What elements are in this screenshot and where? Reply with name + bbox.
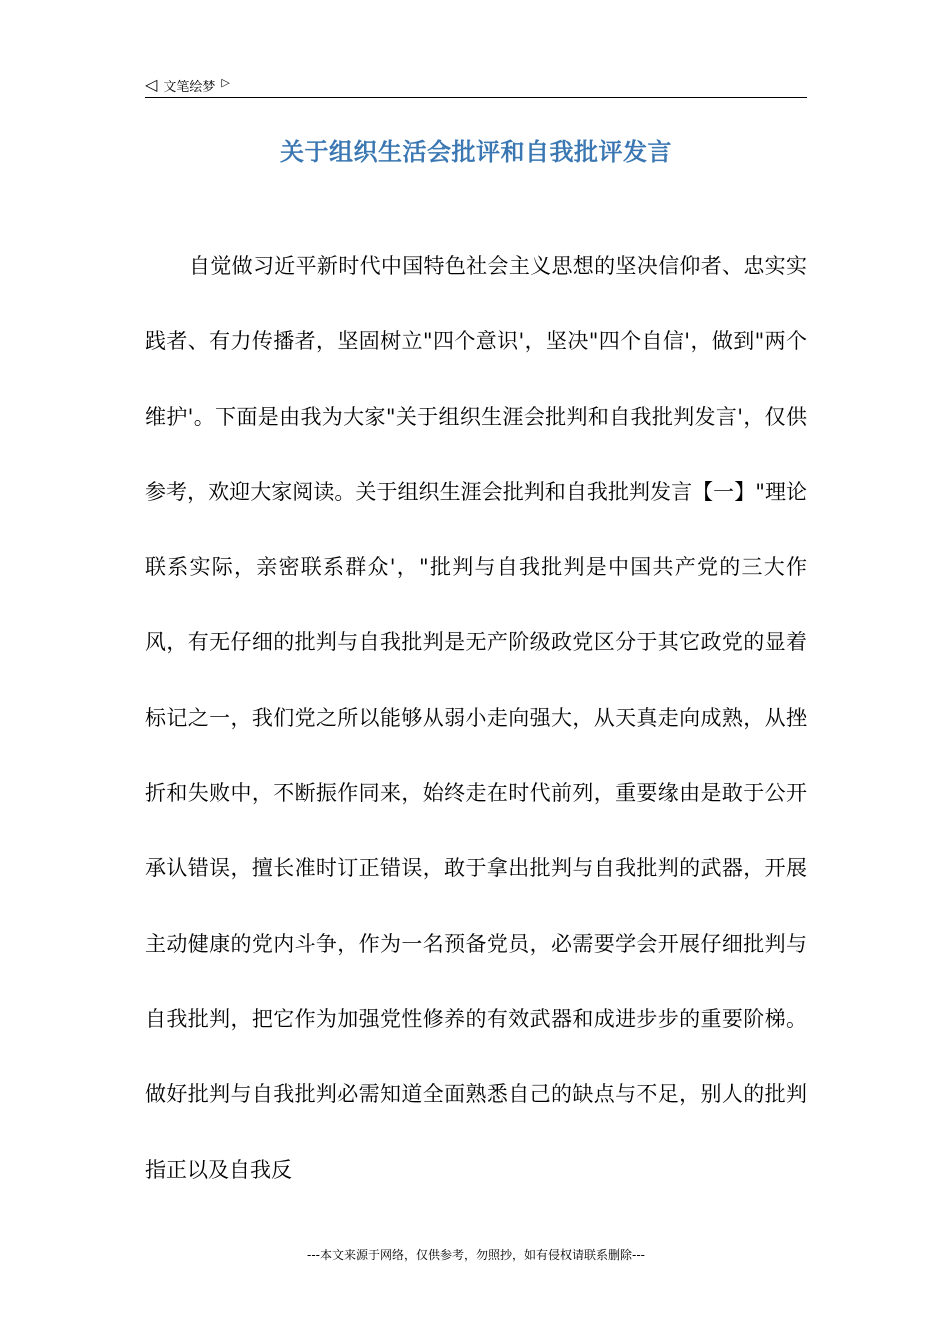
footer-notice: ---本文来源于网络，仅供参考，勿照抄，如有侵权请联系删除--- [307, 1248, 645, 1262]
header-divider [145, 97, 807, 98]
body-paragraph: 自觉做习近平新时代中国特色社会主义思想的坚决信仰者、忠实实践者、有力传播者，坚固树立"四个意识'，坚决"四个自信'，做到"两个维护'。下面是由我为大家"关于组织生涯会批判和自我批判发言'，仅供参考，欢迎大家阅读。关于组织生涯会批判和自我批判发言【一】"理论联系实际，亲密联系群众'，"批判与自我批判是中国共产党的三大作风，有无仔细的批判与自我批判是无产阶级政党区分于其它政党的显着标记之一，我们党之所以能够从弱小走向强大，从天真走向成熟，从挫折和失败中，不断振作同来，始终走在时代前列，重要缘由是敢于公开承认错误，擅长准时订正错误，敢于拿出批判与自我批判的武器，开展主动健康的党内斗争，作为一名预备党员，必需要学会开展仔细批判与自我批判，把它作为加强党性修养的有效武器和成进步步的重要阶梯。做好批判与自我批判必需知道全面熟悉自己的缺点与不足，别人的批判指正以及自我反 [145, 254, 807, 1182]
triangle-left-icon: ◁ [145, 75, 158, 94]
header-label: 文笔绘梦 [163, 79, 216, 95]
running-header [145, 74, 807, 96]
document-title: 关于组织生活会批评和自我批评发言 [280, 138, 672, 166]
triangle-right-icon: ▷ [221, 75, 230, 89]
